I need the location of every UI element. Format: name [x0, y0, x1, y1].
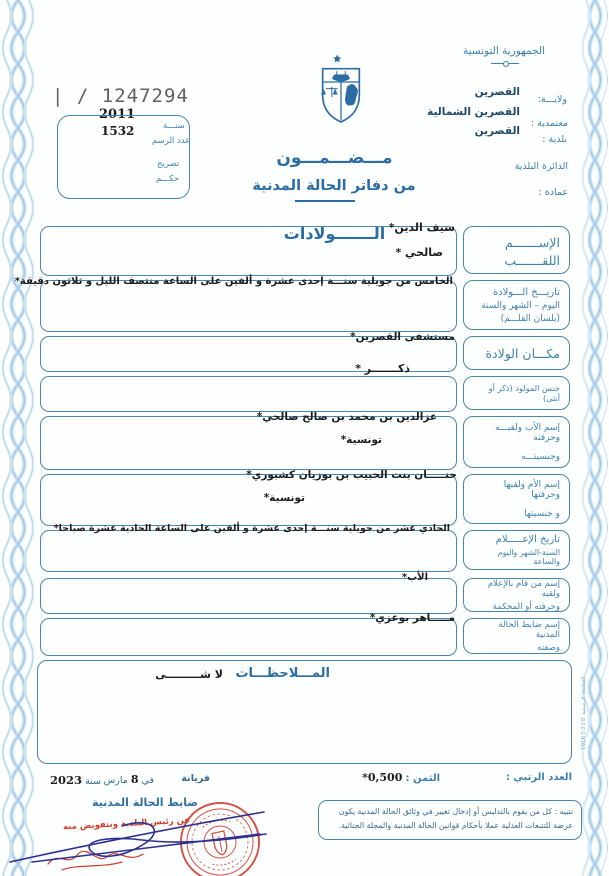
- left-guilloche-border: [1, 0, 35, 876]
- remarks-value: لا شـــــــــى: [155, 668, 223, 681]
- label-surname: اللقـــــــب: [504, 253, 560, 268]
- label-informant-1: إسم من قام بالإعلام ولقبه: [487, 578, 560, 599]
- municipality-value: القصرين: [474, 125, 520, 137]
- label-birthdate-1: تاريـــخ الـــولادة: [492, 286, 560, 298]
- issue-year-group: [50, 774, 101, 788]
- delegation-value: القصرين الشمالية: [427, 106, 520, 118]
- field-label-sex: [463, 376, 570, 410]
- serial-prefix: | /: [52, 85, 90, 107]
- pen-signature: [2, 796, 282, 876]
- registry-record-value: 1532: [101, 124, 135, 138]
- title-line1: مـــضـــمـــون: [276, 148, 393, 168]
- district-label: الدائرة البلدية: [514, 161, 568, 172]
- field-label-father: [463, 416, 570, 468]
- label-sex: جنس المولود (ذكر أو أنثى): [488, 383, 560, 403]
- issue-place: فريانة: [181, 773, 210, 784]
- title-line2: من دفاتر الحالة المدنية: [252, 178, 416, 194]
- field-label-informant: [463, 578, 570, 612]
- serial-number: 1247294: [101, 85, 189, 107]
- field-label-notification-date: [463, 530, 570, 570]
- entry-mother-nationality: تونسية*: [263, 492, 305, 504]
- entry-notification-datetime: الحادي عشر من جويلية سنـــة إحدى عشرة و ألفين على الساعة الحادية عشرة صباحا*: [53, 523, 450, 534]
- father-value-box: [40, 416, 457, 470]
- title-underline: [295, 200, 355, 202]
- label-mother-2: و جنسيتها: [524, 508, 560, 519]
- label-notifdate-1: تاريخ الإعـــــلام: [495, 534, 560, 545]
- label-informant-2: وحرفته أو المحكمة: [492, 601, 560, 612]
- entry-first-name: سيف الدين*: [388, 221, 455, 234]
- issue-year: 2023: [50, 773, 83, 787]
- entry-informant: الأب*: [401, 572, 428, 583]
- issue-month: مارس: [103, 775, 128, 786]
- title-line3: الـــــــولادات: [283, 224, 386, 243]
- field-label-registrar: [463, 618, 570, 654]
- issue-date-mid: [104, 774, 154, 787]
- delegation-note: عن رئيس البلدية وبتفويض منه: [62, 815, 191, 833]
- birthdate-value-box: [40, 280, 457, 332]
- entry-father: عزالدين بن محمد بن صالح صالحي*: [256, 411, 437, 423]
- label-registrar-1: إسم ضابط الحالة المدنية: [498, 619, 560, 640]
- label-birthdate-2: اليوم – الشهر والسنة: [481, 300, 560, 311]
- entry-father-nationality: تونسية*: [340, 434, 382, 446]
- officer-title: ضابط الحالة المدنية: [91, 796, 198, 809]
- entry-surname: صالحي *: [395, 246, 443, 259]
- issue-in: في: [141, 775, 154, 786]
- entry-mother: حنـــــان بنت الحبيب بن بوزيان كشبوري*: [246, 469, 457, 481]
- entry-birth-place: مستشفى القصرين*: [350, 331, 455, 343]
- label-birthdate-3: (بلسان القلـــم): [500, 313, 560, 324]
- imada-label: عمادة :: [538, 187, 568, 198]
- serial-number-line: [52, 86, 189, 108]
- registry-year-label: سنـــة: [163, 121, 185, 131]
- field-label-name: [463, 226, 570, 274]
- notification-date-value-box: [40, 530, 457, 572]
- entry-sex: ذكـــــــر *: [355, 362, 410, 375]
- tunisia-coat-of-arms: [316, 44, 366, 130]
- republic-title: الجمهورية التونسية: [463, 45, 545, 57]
- field-label-birthplace: [463, 336, 570, 370]
- fraud-warning-notice: تنبيه : كل من يقوم بالتدليس أو إدخال تغيير في وثائق الحالة المدنية يكون عرضة للتتبعات العدلية عملا بأحكام قوانين الحالة المدنية والمجلة الجنائية.: [318, 800, 582, 840]
- mother-value-box: [40, 474, 457, 526]
- label-mother-1: إسم الأم ولقبها وحرفتها: [503, 479, 560, 500]
- municipality-label: بلدية :: [542, 134, 567, 145]
- price-label: الثمن :: [405, 773, 440, 784]
- registry-record-label: عدد الرسم: [152, 136, 191, 146]
- entry-birth-datetime: الخامس من جويلية سنـــة إحدى عشرة و ألفين على الساعة منتصف الليل و ثلاثون دقيقة*: [14, 276, 453, 287]
- informant-value-box: [40, 578, 457, 614]
- field-label-mother: [463, 474, 570, 524]
- label-father-2: وجنسيتـــه: [521, 451, 560, 462]
- issue-day: 8: [130, 773, 139, 786]
- wilaya-value: القصرين: [474, 86, 520, 98]
- field-label-birthdate: [463, 280, 570, 330]
- label-birthplace: مكـــان الولادة: [485, 345, 560, 361]
- label-first-name: الإســـــــم: [504, 235, 560, 250]
- printing-house-note: المطبعة الرسمية 101R0308: [581, 676, 587, 750]
- wilaya-label: ولايـــة:: [537, 94, 567, 105]
- republic-ornament: [491, 62, 519, 65]
- price-value: 0,500*: [362, 771, 403, 784]
- issue-year-label: سنة: [85, 776, 101, 787]
- label-registrar-2: وصفته: [537, 642, 560, 653]
- label-notifdate-2: السنة-الشهر واليوم والساعة: [497, 548, 560, 566]
- sex-value-box: [40, 376, 457, 412]
- registry-judgment-label: حكـــم: [156, 174, 180, 184]
- registry-declaration-label: تصريح: [157, 159, 180, 169]
- label-father-1: إسم الأب ولقبـــه وحرفته: [495, 422, 560, 443]
- registry-year-value: 2011: [99, 107, 136, 122]
- remarks-label: المـــلاحظـــات: [235, 666, 330, 681]
- ordinal-number-label: العدد الرتبي :: [505, 772, 572, 783]
- price-line: [362, 772, 440, 785]
- delegation-label: معتمدية :: [531, 118, 568, 129]
- entry-registrar: مـــــاهر بوعزي*: [369, 612, 455, 624]
